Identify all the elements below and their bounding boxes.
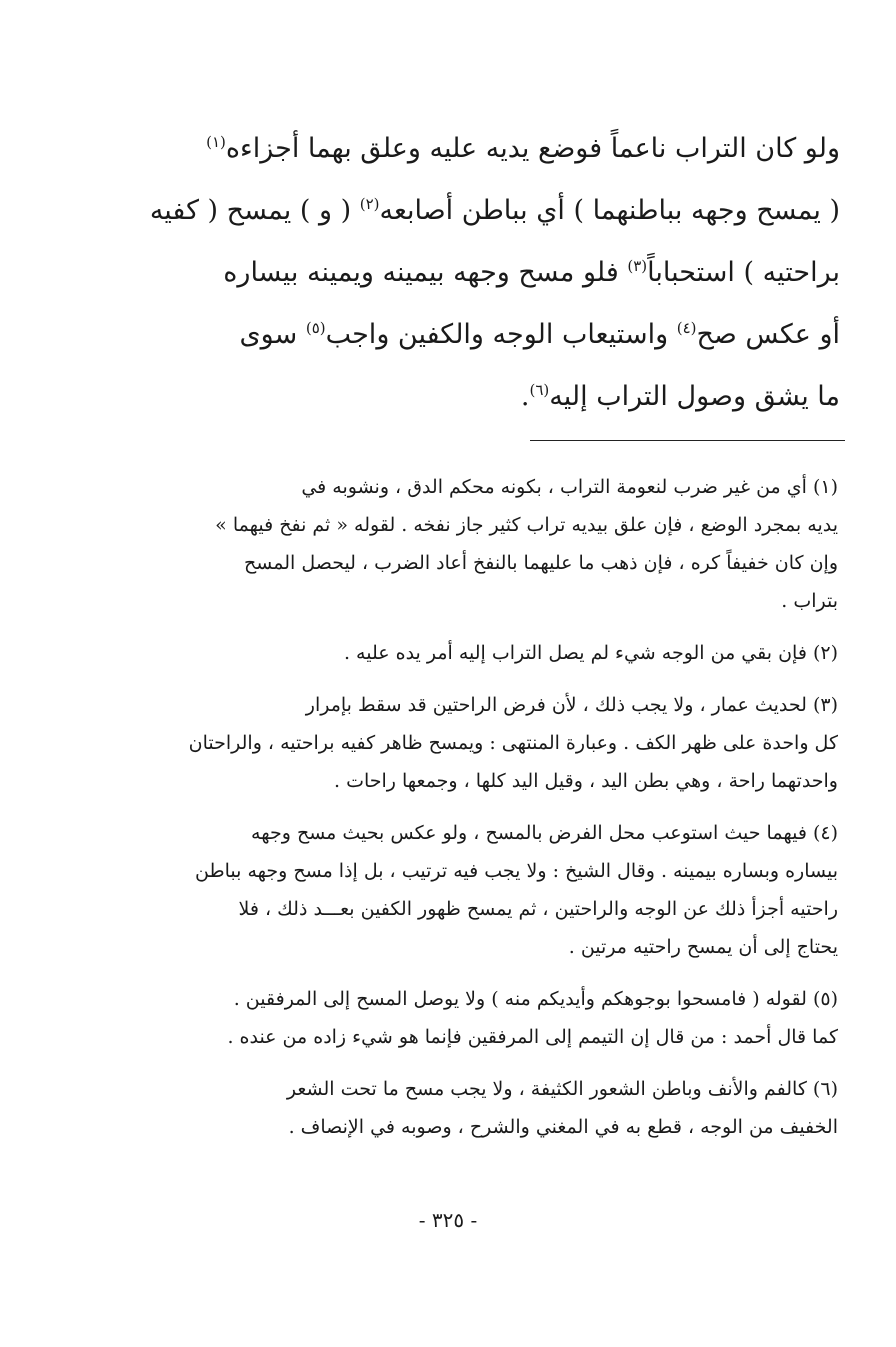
- footnote-line: الخفيف من الوجه ، قطع به في المغني والشرح ، وصوبه في الإنصاف .: [288, 1116, 838, 1138]
- footnote-separator: [530, 440, 845, 441]
- footnote-line: واحدتهما راحة ، وهي بطن اليد ، وقيل اليد كلها ، وجمعها راحات .: [333, 770, 838, 792]
- footnote-line: راحتيه أجزأ ذلك عن الوجه والراحتين ، ثم يمسح ظهور الكفين بعـــد ذلك ، فلا: [238, 898, 838, 920]
- footnote-4: [108, 814, 838, 966]
- main-line-3-tail: فلو مسح وجهه بيمينه ويمينه بيساره: [223, 257, 619, 288]
- main-line-5: [100, 366, 840, 428]
- main-line-4-text: أو عكس صح: [696, 319, 840, 350]
- main-line-3-text: براحتيه ) استحباباً: [647, 257, 840, 288]
- main-line-4: [100, 304, 840, 366]
- footnote-line: (٥) لقوله ( فامسحوا بوجوهكم وأيديكم منه ) ولا يوصل المسح إلى المرفقين .: [233, 988, 838, 1010]
- main-line-1-text: ولو كان التراب ناعماً فوضع يديه عليه وعلق بهما أجزاءه: [225, 133, 840, 164]
- main-line-3: [100, 242, 840, 304]
- main-line-5-tail: .: [520, 381, 530, 412]
- footnote-line: وإن كان خفيفاً كره ، فإن ذهب ما عليهما بالنفخ أعاد الضرب ، ليحصل المسح: [244, 552, 838, 574]
- footnote-1: [108, 468, 838, 620]
- main-line-2: [100, 180, 840, 242]
- footnote-5: [108, 980, 838, 1056]
- footnote-line: بتراب .: [781, 590, 838, 612]
- footnote-line: (٤) فيهما حيث استوعب محل الفرض بالمسح ، ولو عكس بحيث مسح وجهه: [251, 822, 838, 844]
- footnote-ref-1: (١): [206, 133, 226, 151]
- footnote-3: [108, 686, 838, 800]
- footnote-line: يحتاج إلى أن يمسح راحتيه مرتين .: [568, 936, 838, 958]
- footnote-ref-3: (٣): [627, 257, 648, 275]
- main-line-2-tail: ( و ) يمسح ( كفيه: [149, 195, 352, 226]
- footnote-ref-2: (٢): [359, 195, 380, 213]
- main-text-block: [100, 118, 840, 428]
- footnote-line: (١) أي من غير ضرب لنعومة التراب ، بكونه محكم الدق ، ونشوبه في: [301, 476, 838, 498]
- footnote-ref-4: (٤): [676, 319, 697, 337]
- main-line-1: [100, 118, 840, 180]
- footnote-line: (٦) كالفم والأنف وباطن الشعور الكثيفة ، ولا يجب مسح ما تحت الشعر: [286, 1078, 838, 1100]
- footnote-ref-6: (٦): [529, 381, 550, 399]
- footnote-line: كما قال أحمد : من قال إن التيمم إلى المرفقين فإنما هو شيء زاده من عنده .: [227, 1026, 838, 1048]
- footnote-6: [108, 1070, 838, 1146]
- main-line-5-text: ما يشق وصول التراب إليه: [549, 381, 840, 412]
- page-number: - ٣٢٥ -: [418, 1208, 478, 1232]
- footnote-ref-5: (٥): [305, 319, 326, 337]
- footnote-line: كل واحدة على ظهر الكف . وعبارة المنتهى : ويمسح ظاهر كفيه براحتيه ، والراحتان: [188, 732, 838, 754]
- footnote-2: [108, 634, 838, 672]
- main-line-2-text: ( يمسح وجهه بباطنهما ) أي بباطن أصابعه: [379, 195, 840, 226]
- footnote-line: بيساره وبساره بيمينه . وقال الشيخ : ولا يجب فيه ترتيب ، بل إذا مسح وجهه بباطن: [195, 860, 838, 882]
- footnote-line: (٢) فإن بقي من الوجه شيء لم يصل التراب إليه أمر يده عليه .: [343, 642, 838, 664]
- main-line-4-tail: سوى: [239, 319, 298, 350]
- footnotes-section: [108, 468, 838, 1160]
- footnote-line: يديه بمجرد الوضع ، فإن علق بيديه تراب كثير جاز نفخه . لقوله « ثم نفخ فيهما »: [215, 514, 838, 536]
- footnote-line: (٣) لحديث عمار ، ولا يجب ذلك ، لأن فرض الراحتين قد سقط بإمرار: [305, 694, 838, 716]
- main-line-4-mid: واستيعاب الوجه والكفين واجب: [325, 319, 669, 350]
